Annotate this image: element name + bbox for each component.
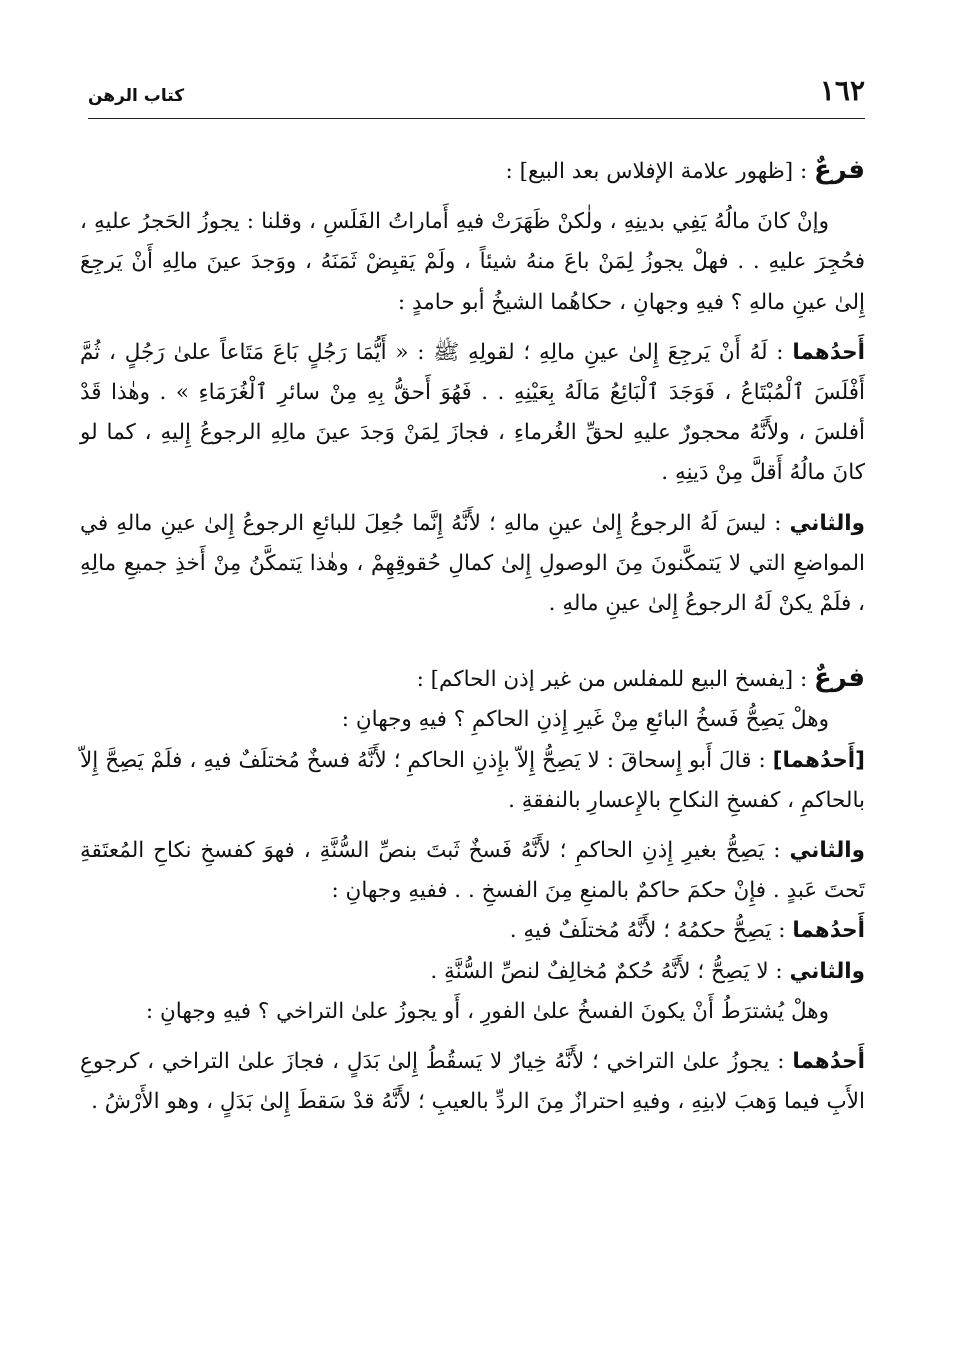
paragraph [80,831,865,911]
paragraph-lead: أَحدُهما [792,1049,865,1075]
paragraph-lead: أَحدُهما [792,339,865,365]
paragraph-text: : يجوزُ علىٰ التراخي ؛ لأَنَّهُ خِيارٌ لا يَسقُطُ إِلىٰ بَدَلٍ ، فجازَ علىٰ التراخي ، كرجوعِ الأَبِ فيما وَهبَ لابنِهِ ، وفيهِ احترازٌ مِنَ الردِّ بالعيبِ ؛ لأَنَّهُ قدْ سَقطَ إِلىٰ بَدَلٍ ، وهو الأَرْشُ . [80,1049,865,1115]
paragraph-text: : يَصِحُّ بغيرِ إِذنِ الحاكمِ ؛ لأَنَّهُ فَسخٌ ثَبتَ بنصِّ السُّنَّةِ ، فهوَ كفسخِ نكاحِ المُعتَقةِ تَحتَ عَبدٍ . فإِنْ حكمَ حاكمٌ بالمنعِ مِنَ الفسخِ . . ففيهِ وجهانِ : [80,838,865,904]
paragraph-text: : لَهُ أَنْ يَرجِعَ إِلىٰ عينِ مالِهِ ؛ لقولِهِ ﷺ : « أَيُّمَا رَجُلٍ بَاعَ مَتَاعاً علىٰ رَجُلٍ ، ثُمَّ أَفْلَسَ ٱلْمُبْتَاعُ ، فَوَجَدَ ٱلْبَائِعُ مَالَهُ بِعَيْنِهِ . . فَهُوَ أَحقُّ بِهِ مِنْ سائرِ ٱلْغُرَمَاءِ » . وهٰذا قَدْ أفلسَ ، ولأَنَّهُ محجورٌ عليهِ لحقِّ الغُرماءِ ، فجازَ لِمَنْ وَجدَ عينَ مالِهِ الرجوعُ إِليهِ ، كما لو كانَ مالُهُ أَقلَّ مِنْ دَينِهِ . [80,339,865,486]
page-header [88,70,865,119]
paragraph [80,700,865,740]
paragraph [80,333,865,494]
paragraph-text: : قالَ أَبو إِسحاقَ : لا يَصِحُّ إِلاّ بإِذنِ الحاكمِ ؛ لأَنَّهُ فسخٌ مُختلَفٌ فيهِ ، فلَمْ يَصِحَّ إِلاّ بالحاكمِ ، كفسخِ النكاحِ بالإِعسارِ بالنفقةِ . [80,747,865,813]
paragraph [80,741,865,821]
paragraph-text: : ليسَ لَهُ الرجوعُ إِلىٰ عينِ مالهِ ؛ لأَنَّهُ إِنَّما جُعِلَ للبائعِ الرجوعُ إِلىٰ عينِ مالهِ في المواضعِ التي لا يَتمكَّنونَ مِنَ الوصولِ إِلىٰ كمالِ حُقوقِهِمْ ، وهٰذا يَتمكَّنُ مِنْ أَخذِ جميعِ مالِهِ ، فلَمْ يكنْ لَهُ الرجوعُ إِلىٰ عينِ مالهِ . [80,510,865,617]
paragraph [80,1042,865,1122]
running-title: كتاب الرهن [88,86,185,106]
paragraph [80,202,865,323]
section-heading-lead: فرعٌ [814,155,865,185]
paragraph-lead: أَحدُهما [792,918,865,944]
section-heading-lead: فرعٌ [814,663,865,694]
paragraph-text: وهلْ يُشترَطُ أَنْ يكونَ الفسخُ علىٰ الفورِ ، أَو يجوزُ علىٰ التراخي ؟ فيهِ وجهانِ : [145,998,829,1024]
paragraph-text: : لا يَصِحُّ ؛ لأَنَّهُ حُكمٌ مُخالِفٌ لنصِّ السُّنَّةِ . [430,958,790,984]
section-heading-text: : [ظهور علامة الإفلاس بعد البيع] : [505,159,815,184]
section-heading-text: : [يفسخ البيع للمفلس من غير إذن الحاكم] : [416,667,815,693]
paragraph [80,911,865,951]
paragraph-lead: والثاني [789,958,865,984]
paragraph [80,992,865,1032]
paragraph-lead: والثاني [789,838,865,864]
section-heading [80,658,865,700]
paragraph-lead: والثاني [789,510,865,536]
paragraph [80,952,865,992]
body-text [80,150,865,1122]
paragraph-text: : يَصِحُّ حكمُهُ ؛ لأَنَّهُ مُختلَفٌ فيهِ . [509,918,793,944]
paragraph-text: وهلْ يَصِحُّ فَسخُ البائعِ مِنْ غَيرِ إِذنِ الحاكمِ ؟ فيهِ وجهانِ : [341,707,829,733]
paragraph-text: وإنْ كانَ مالُهُ يَفِي بدينِهِ ، ولٰكنْ ظَهَرَتْ فيهِ أَماراتُ الفَلَسِ ، وقلنا : يجوزُ الحَجرُ عليهِ ، فحُجِرَ عليهِ . . فهلْ يجوزُ لِمَنْ باعَ منهُ شيئاً ، ولَمْ يَقبِضْ ثَمَنَهُ ، ووَجدَ عينَ مالِهِ أَنْ يَرجِعَ إِلىٰ عينِ مالهِ ؟ فيهِ وجهانِ ، حكاهُما الشيخُ أبو حامدٍ : [80,209,865,315]
section-heading [80,150,865,192]
paragraph-lead: [أَحدُهما] [772,747,865,773]
paragraph [80,504,865,625]
page-number: ١٦٢ [819,74,865,107]
